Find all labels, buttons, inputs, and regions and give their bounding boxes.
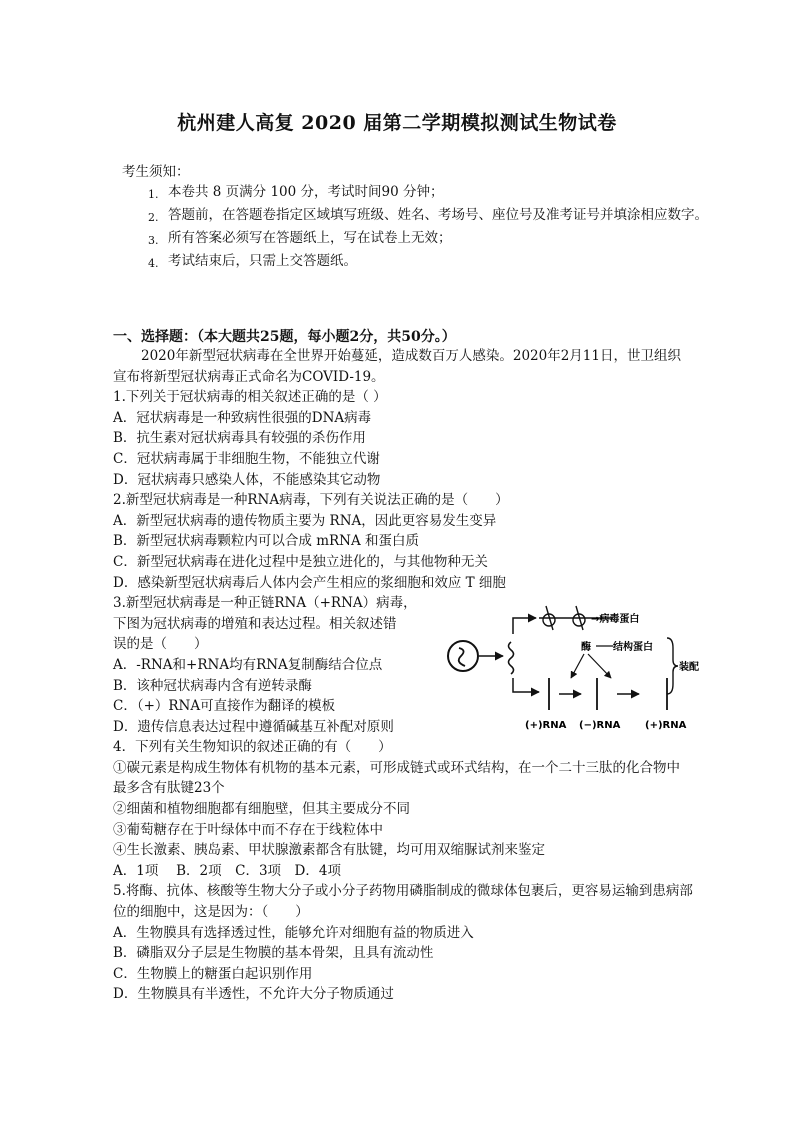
question-5-stem: 5.将酶、抗体、核酸等生物大分子或小分子药物用磷脂制成的微球体包裹后，更容易运输到患病部位的细胞中，这是因为：（ ） [113,883,693,921]
rna-minus-label: (−)RNA [579,720,621,731]
notice-item-number: 3. [148,234,159,247]
notice-item-text: 考试结束后，只需上交答题纸。 [168,253,357,269]
question-3-option-d: D．遗传信息表达过程中遵循碱基互补配对原则 [113,718,394,735]
question-3-stem-line: 3.新型冠状病毒是一种正链RNA（+RNA）病毒， [113,595,417,612]
rna-plus-label-1: (+)RNA [525,720,567,731]
notice-heading: 考生须知： [122,164,190,180]
question-5-option-b: B．磷脂双分子层是生物膜的基本骨架，且具有流动性 [113,945,434,962]
question-4-statement-2: ②细菌和植物细胞都有细胞壁，但其主要成分不同 [113,801,410,818]
question-1-option-d: D．冠状病毒只感染人体，不能感染其它动物 [113,471,381,488]
rna-plus-label-2: (+)RNA [645,720,687,731]
question-1-option-a: A．冠状病毒是一种致病性很强的DNA病毒 [113,409,372,426]
question-1-stem: 1.下列关于冠状病毒的相关叙述正确的是（ ） [113,389,387,406]
question-5-option-c: C．生物膜上的糖蛋白起识别作用 [113,965,313,982]
notice-item-number: 1. [148,188,159,201]
question-3-stem-line: 下图为冠状病毒的增殖和表达过程。相关叙述错 [113,615,397,632]
page-title: 杭州建人高复 2020 届第二学期模拟测试生物试卷 [177,112,617,134]
question-1-option-c: C．冠状病毒属于非细胞生物，不能独立代谢 [113,450,380,467]
question-4-stem: 4．下列有关生物知识的叙述正确的有（ ） [113,739,392,756]
enzyme-label: 酶 [581,642,591,653]
question-3-option-b: B．该种冠状病毒内含有逆转录酶 [113,677,312,694]
virus-particle-icon [448,641,478,671]
question-3-option-a: A．-RNA和+RNA均有RNA复制酶结合位点 [113,656,383,673]
question-4-statement-1: ①碳元素是构成生物体有机物的基本元素，可形成链式或环式结构，在一个二十三肽的化合物中最多含有肽键23个 [113,759,680,797]
viral-rna-icon [509,642,514,674]
question-2-option-b: B．新型冠状病毒颗粒内可以合成 mRNA 和蛋白质 [113,533,420,550]
notice-item [148,251,708,274]
notice-item-text: 所有答案必须写在答题纸上，写在试卷上无效； [168,230,452,246]
question-4-statement-4: ④生长激素、胰岛素、甲状腺激素都含有肽键，均可用双缩脲试剂来鉴定 [113,842,545,859]
question-2-option-c: C．新型冠状病毒在进化过程中是独立进化的，与其他物种无关 [113,553,488,570]
notice-item-text: 本卷共 8 页满分 100 分，考试时间90 分钟； [168,184,444,200]
question-5-option-a: A．生物膜具有选择透过性，能够允许对细胞有益的物质进入 [113,924,474,941]
notice-item-number: 4. [148,257,159,270]
question-5-option-d: D．生物膜具有半透性，不允许大分子物质通过 [113,986,394,1003]
assembly-label: 装配 [679,662,699,673]
question-2-stem: 2.新型冠状病毒是一种RNA病毒，下列有关说法正确的是（ ） [113,492,509,509]
notice-item [148,228,708,251]
notice-item-number: 2. [148,211,159,224]
notice-item [148,205,708,228]
question-2-option-d: D．感染新型冠状病毒后人体内会产生相应的浆细胞和效应 T 细胞 [113,574,506,591]
question-1-option-b: B．抗生素对冠状病毒具有较强的杀伤作用 [113,430,366,447]
section-intro: 2020年新型冠状病毒在全世界开始蔓延，造成数百万人感染。2020年2月11日，世卫组织宣布将新型冠状病毒正式命名为COVID-19。 [113,348,681,385]
question-3-option-c: C．（+）RNA可直接作为翻译的模板 [113,698,336,715]
question-4-choices: A．1项 B．2项 C．3项 D．4项 [113,862,341,879]
question-2-option-a: A．新型冠状病毒的遗传物质主要为 RNA，因此更容易发生变异 [113,512,497,529]
question-4-statement-3: ③葡萄糖存在于叶绿体中而不存在于线粒体中 [113,821,383,838]
notice-item-text: 答题前，在答题卷指定区域填写班级、姓名、考场号、座位号及准考证号并填涂相应数字。 [168,207,708,223]
notice-list [148,182,708,274]
structural-protein-label: 结构蛋白 [613,642,653,653]
virus-replication-diagram [441,598,699,738]
question-3-stem-line: 误的是（ ） [113,636,208,653]
section-heading: 一、选择题：（本大题共25题，每小题2分，共50分。） [113,329,456,345]
notice-item [148,182,708,205]
viral-protein-label: →病毒蛋白 [591,614,640,625]
